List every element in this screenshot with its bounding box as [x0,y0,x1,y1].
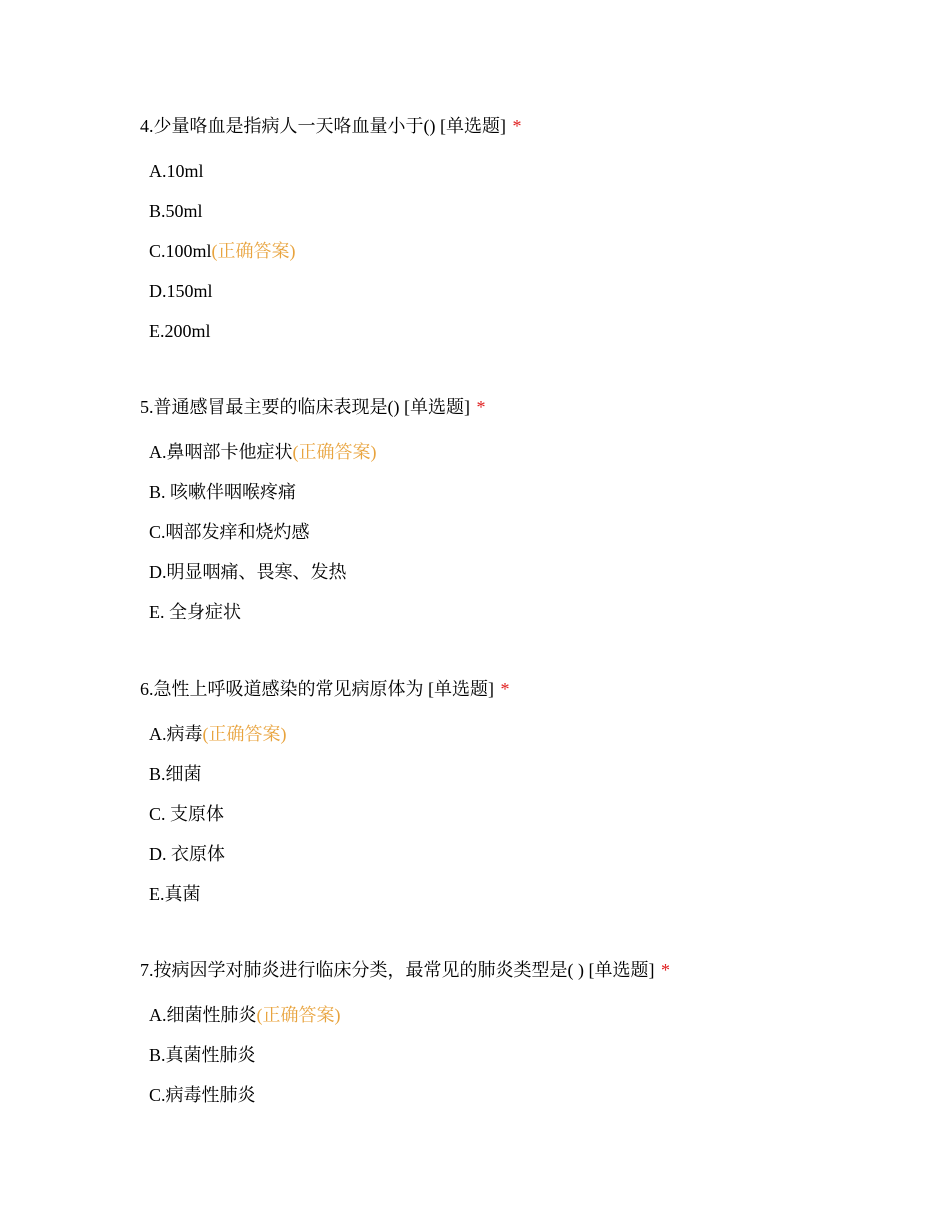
correct-answer-tag: (正确答案) [202,724,287,744]
required-mark: * [660,960,670,980]
option-d[interactable]: D.150ml [149,281,213,301]
question-7 [140,958,840,1123]
option-d[interactable]: D. 衣原体 [149,844,225,864]
correct-answer-tag: (正确答案) [256,1005,341,1025]
question-title: 6.急性上呼吸道感染的常见病原体为 [单选题] * [140,679,510,699]
option-c[interactable]: C.病毒性肺炎 [149,1085,256,1105]
option-e[interactable]: E.真菌 [149,884,201,904]
option-b[interactable]: B.50ml [149,201,203,221]
option-b[interactable]: B.细菌 [149,764,202,784]
option-list [140,1003,840,1107]
required-mark: * [500,679,510,699]
option-a[interactable]: A.10ml [149,161,204,181]
required-mark: * [476,397,486,417]
correct-answer-tag: (正确答案) [292,442,377,462]
question-title: 7.按病因学对肺炎进行临床分类，最常见的肺炎类型是( ) [单选题] * [140,960,670,980]
option-list [140,440,840,624]
correct-answer-tag: (正确答案) [211,241,296,261]
option-e[interactable]: E. 全身症状 [149,602,241,622]
question-5 [140,395,840,640]
option-b[interactable]: B.真菌性肺炎 [149,1045,256,1065]
question-6 [140,677,840,922]
option-c[interactable]: C.咽部发痒和烧灼感 [149,522,310,542]
option-b[interactable]: B. 咳嗽伴咽喉疼痛 [149,482,297,502]
required-mark: * [512,116,522,136]
option-e[interactable]: E.200ml [149,321,211,341]
option-d[interactable]: D.明显咽痛、畏寒、发热 [149,562,347,582]
question-title: 5.普通感冒最主要的临床表现是() [单选题] * [140,397,486,417]
option-a[interactable]: A.鼻咽部卡他症状(正确答案) [149,442,377,462]
question-4 [140,114,840,359]
option-a[interactable]: A.细菌性肺炎(正确答案) [149,1005,341,1025]
option-c[interactable]: C.100ml(正确答案) [149,241,296,261]
option-a[interactable]: A.病毒(正确答案) [149,724,287,744]
option-list [140,159,840,343]
option-c[interactable]: C. 支原体 [149,804,225,824]
question-title: 4.少量咯血是指病人一天咯血量小于() [单选题] * [140,116,522,136]
option-list [140,722,840,906]
